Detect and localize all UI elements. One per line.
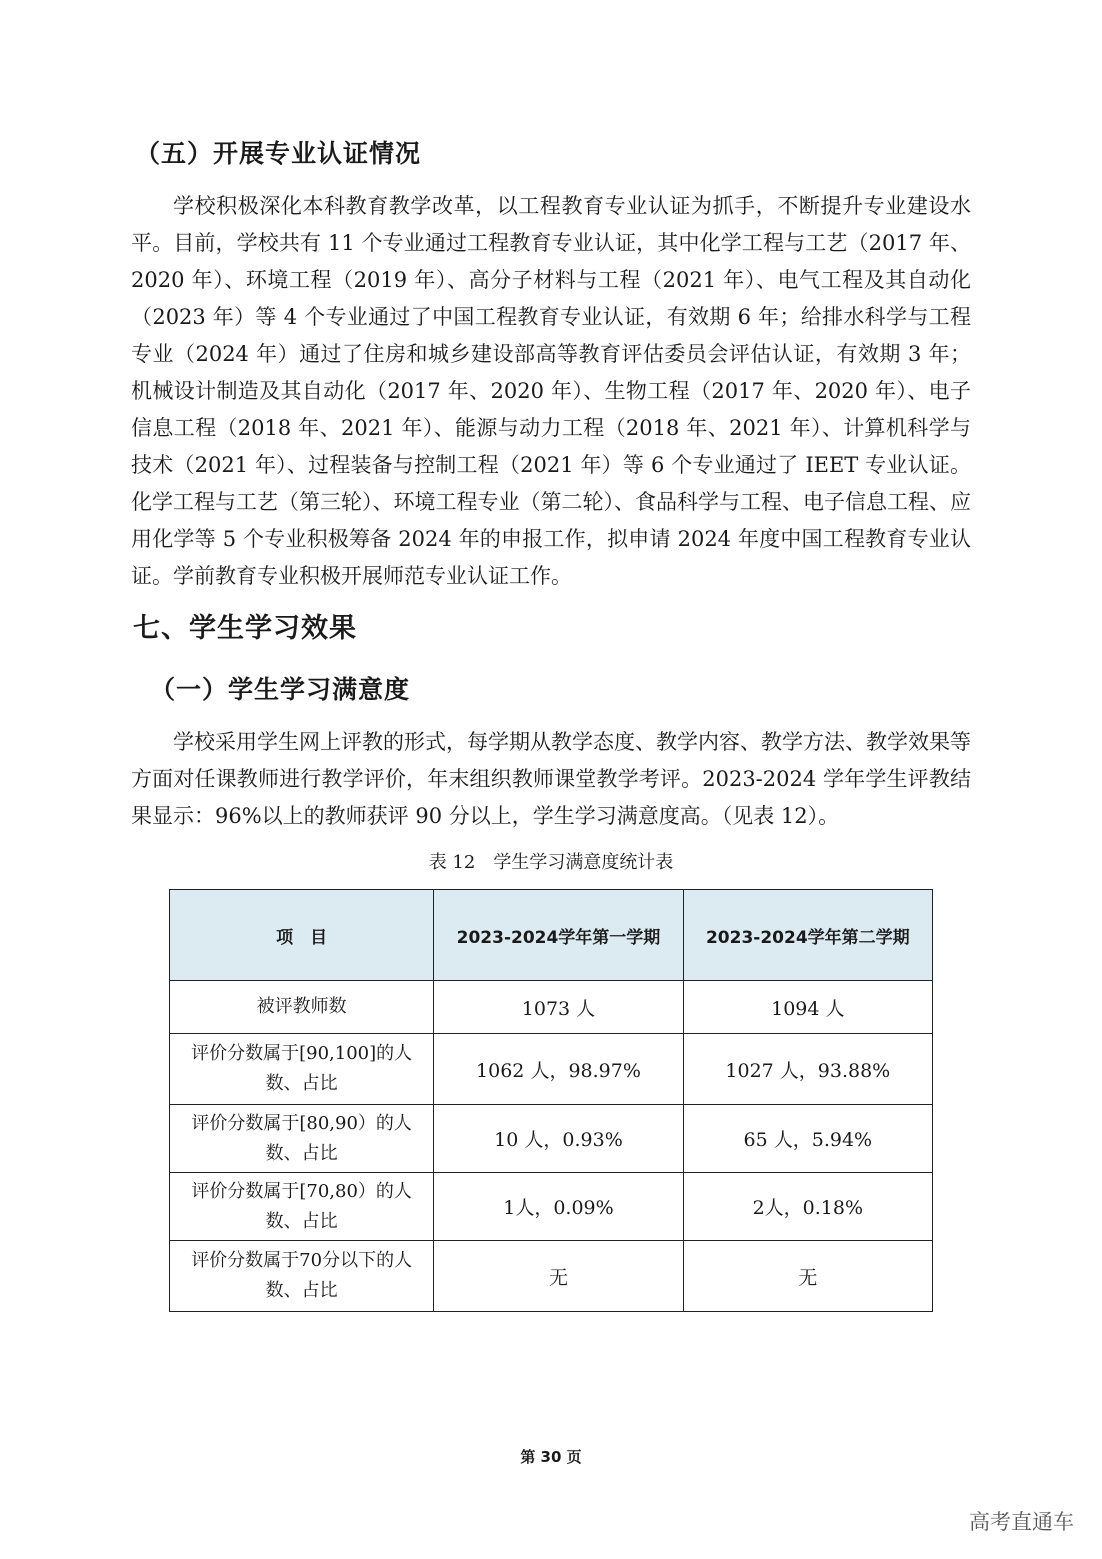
cell-semester-2: 2人，0.18% — [683, 1173, 932, 1241]
satisfaction-table — [169, 889, 933, 1312]
cell-semester-1: 1062 人，98.97% — [434, 1034, 683, 1105]
row-label: 评价分数属于[70,80）的人数、占比 — [170, 1173, 434, 1241]
row-label: 评价分数属于70分以下的人数、占比 — [170, 1241, 434, 1312]
certification-paragraph: 学校积极深化本科教育教学改革，以工程教育专业认证为抓手，不断提升专业建设水平。目前，学校共有 11 个专业通过工程教育专业认证，其中化学工程与工艺（2017 年、2020 年）、环境工程（2019 年）、高分子材料与工程（2021 年）、电气工程及其自动化（2023 年）等 4 个专业通过了中国工程教育专业认证，有效期 6 年；给排水科学与工程专业（2024 年）通过了住房和城乡建设部高等教育评估委员会评估认证，有效期 3 年；机械设计制造及其自动化（2017 年、2020 年）、生物工程（2017 年、2020 年）、电子信息工程（2018 年、2021 年）、能源与动力工程（2018 年、2021 年）、计算机科学与技术（2021 年）、过程装备与控制工程（2021 年）等 6 个专业通过了 IEET 专业认证。化学工程与工艺（第三轮）、环境工程专业（第二轮）、食品科学与工程、电子信息工程、应用化学等 5 个专业积极筹备 2024 年的申报工作，拟申请 2024 年度中国工程教育专业认证。学前教育专业积极开展师范专业认证工作。 — [131, 194, 971, 588]
cell-semester-2: 无 — [683, 1241, 932, 1312]
cell-semester-2: 65 人，5.94% — [683, 1105, 932, 1173]
cell-semester-1: 无 — [434, 1241, 683, 1312]
watermark-text: 高考直通车 — [969, 1510, 1074, 1534]
cell-semester-2: 1027 人，93.88% — [683, 1034, 932, 1105]
row-label: 评价分数属于[90,100]的人数、占比 — [170, 1034, 434, 1105]
cell-semester-1: 1人，0.09% — [434, 1173, 683, 1241]
table-row — [170, 981, 933, 1034]
cell-semester-1: 1073 人 — [434, 981, 683, 1034]
table-row — [170, 1105, 933, 1173]
cell-semester-1: 10 人，0.93% — [434, 1105, 683, 1173]
row-label: 被评教师数 — [170, 981, 434, 1034]
section-heading-satisfaction: （一）学生学习满意度 — [150, 675, 411, 704]
chapter-heading-learning-outcomes: 七、学生学习效果 — [133, 613, 357, 644]
header-item: 项 目 — [170, 890, 434, 981]
row-label: 评价分数属于[80,90）的人数、占比 — [170, 1105, 434, 1173]
section-heading-certification: （五）开展专业认证情况 — [135, 139, 422, 168]
page-number: 第 30 页 — [520, 1448, 582, 1466]
header-semester-1: 2023-2024学年第一学期 — [434, 890, 683, 981]
cell-semester-2: 1094 人 — [683, 981, 932, 1034]
header-semester-2: 2023-2024学年第二学期 — [683, 890, 932, 981]
satisfaction-paragraph: 学校采用学生网上评教的形式，每学期从教学态度、教学内容、教学方法、教学效果等方面对任课教师进行教学评价，年末组织教师课堂教学考评。2023-2024 学年学生评教结果显示：96%以上的教师获评 90 分以上，学生学习满意度高。（见表 12）。 — [131, 730, 971, 828]
table-row — [170, 1241, 933, 1312]
table-row — [170, 1034, 933, 1105]
table-caption: 表 12 学生学习满意度统计表 — [428, 852, 674, 873]
table-header-row — [170, 890, 933, 981]
table-row — [170, 1173, 933, 1241]
